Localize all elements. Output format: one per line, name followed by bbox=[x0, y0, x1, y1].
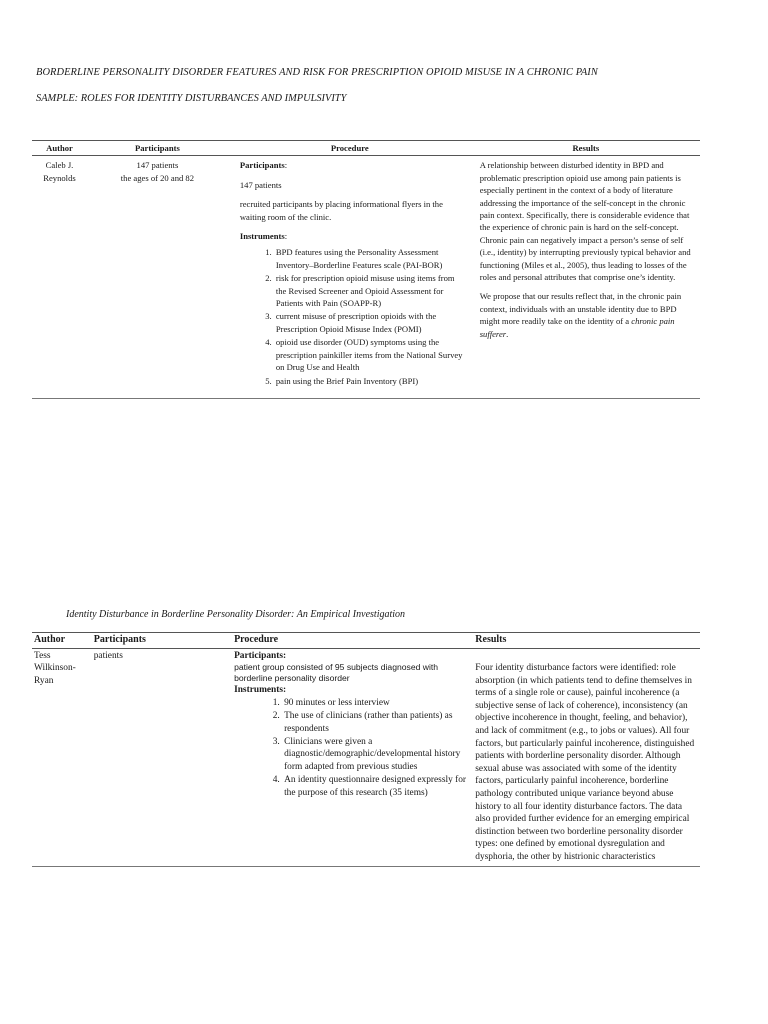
doc2-header-results: Results bbox=[473, 633, 700, 649]
doc1-header-results: Results bbox=[472, 141, 700, 156]
doc2-table-row bbox=[32, 649, 700, 867]
doc2-header-row bbox=[32, 633, 700, 649]
doc1-results-p2-italic: chronic pain sufferer bbox=[479, 316, 675, 339]
doc2-proc-participants-label: Participants: bbox=[234, 651, 287, 661]
doc2-instruments-list bbox=[234, 697, 471, 799]
doc1-results-paragraph-2 bbox=[480, 290, 698, 340]
doc2-header-author: Author bbox=[32, 633, 92, 649]
doc1-table bbox=[32, 140, 700, 399]
doc1-table-row bbox=[32, 156, 700, 399]
list-item: 2. risk for prescription opioid misuse using items from the Revised Screener and Opioid Assessment for Patients with Pain (SOAPP-R) bbox=[274, 272, 464, 309]
doc1-instruments-list bbox=[240, 246, 464, 386]
doc1-header-procedure: Procedure bbox=[228, 141, 472, 156]
doc2-proc-instruments-label: Instruments: bbox=[234, 685, 287, 696]
list-item: 3. Clinicians were given a diagnostic/demographic/developmental history form adapted from previous studies bbox=[282, 736, 471, 773]
doc2-header-procedure: Procedure bbox=[232, 633, 473, 649]
doc1-participants-cell bbox=[87, 156, 228, 399]
list-item: 1. BPD features using the Personality Assessment Inventory–Borderline Features scale (PAI-BOR) bbox=[274, 246, 464, 271]
doc1-proc-recruit: recruited participants by placing informational flyers in the waiting room of the clinic. bbox=[239, 199, 443, 222]
doc1-proc-participants-label: Participants bbox=[239, 160, 285, 171]
doc1-title-line1: BORDERLINE PERSONALITY DISORDER FEATURES AND RISK FOR PRESCRIPTION OPIOID MISUSE IN A CHRONIC PAIN bbox=[36, 67, 598, 78]
doc2-participants: patients bbox=[92, 649, 232, 867]
list-item: 5. pain using the Brief Pain Inventory (BPI) bbox=[274, 375, 464, 387]
doc1-title-line2: SAMPLE: ROLES FOR IDENTITY DISTURBANCES AND IMPULSIVITY bbox=[36, 93, 347, 104]
doc2-procedure-cell bbox=[232, 649, 473, 867]
doc1-results-p2-end: . bbox=[506, 328, 509, 339]
doc1-proc-instruments-label: Instruments bbox=[239, 231, 285, 242]
doc1-results-cell bbox=[472, 156, 700, 399]
list-item: 4. An identity questionnaire designed expressly for the purpose of this research (35 items) bbox=[282, 774, 471, 799]
list-item: 1. 90 minutes or less interview bbox=[282, 697, 471, 709]
doc1-procedure-cell: Participants: 147 patients recruited participants by placing informational flyers in the waiting room of the clinic. Instruments: 1. BPD features using the Personality Assessment Inventory–Borderline Features scale (PAI-BOR) 2. risk for prescription opioid misuse using items from the Revised Screener and Opioid Assessment for Patients with Pain (SOAPP-R) 3. current misuse of prescription opioids with the Prescription Opioid Misuse Index (POMI) 4. opioid use disorder (OUD) symptoms using the prescription painkiller items from the National Survey on Drug Use and Health 5. pain using the Brief Pain Inventory (BPI) bbox=[228, 156, 472, 399]
list-item: 2. The use of clinicians (rather than patients) as respondents bbox=[282, 710, 471, 735]
doc1-header-row bbox=[32, 141, 700, 156]
list-item: 3. current misuse of prescription opioids with the Prescription Opioid Misuse Index (POMI) bbox=[274, 310, 464, 335]
doc2-proc-participants-text: patient group consisted of 95 subjects diagnosed with borderline personality disorder bbox=[234, 662, 439, 684]
doc2-results-cell bbox=[473, 649, 700, 867]
doc1-author: Caleb J. Reynolds bbox=[32, 156, 87, 399]
doc1-participants-ages: the ages of 20 and 82 bbox=[120, 172, 195, 183]
doc1-results-paragraph-1: A relationship between disturbed identity in BPD and problematic prescription opioid use among pain patients is especially pertinent in the context of a body of literature addressing the importance of the self-concept in the chronic pain context. Specifically, there is considerable evidence that the experience of chronic pain is hard on the self-concept. Chronic pain can negatively impact a person’s sense of self (i.e., identity) by interrupting previously typical behavior and functioning (Miles et al., 2005), thus leading to losses of the roles and personal attributes that comprise one’s identity. bbox=[479, 160, 691, 283]
doc2-title: Identity Disturbance in Borderline Personality Disorder: An Empirical Investigation bbox=[66, 609, 406, 620]
doc2-author: Tess Wilkinson-Ryan bbox=[32, 649, 92, 867]
doc1-results-p2-text: We propose that our results reflect that, in the chronic pain context, individuals with an unstable identity due to BPD might more readily take on the identity of a bbox=[479, 291, 682, 327]
doc2-table bbox=[32, 632, 700, 867]
doc1-proc-participants-text: 147 patients bbox=[239, 179, 282, 190]
doc1-header-author: Author bbox=[32, 141, 87, 156]
doc2-header-participants: Participants bbox=[92, 633, 232, 649]
doc1-participants-count: 147 patients bbox=[136, 160, 179, 171]
doc1-header-participants: Participants bbox=[87, 141, 228, 156]
list-item: 4. opioid use disorder (OUD) symptoms using the prescription painkiller items from the National Survey on Drug Use and Health bbox=[274, 336, 464, 373]
doc2-results-text: Four identity disturbance factors were identified: role absorption (in which patients tend to define themselves in terms of a single role or cause), painful incoherence (a subjective sense of lack of coherence), inconsistency (an objective incoherence in thought, feeling, and behavior), and lack of commitment (e.g., to jobs or values). All four factors, but particularly painful incoherence, distinguished patients with borderline personality disorder. Although sexual abuse was associated with some of the identity factors, particularly painful incoherence, borderline pathology contributed unique variance beyond abuse history to all four identity disturbance factors. The data also provided further evidence for an emerging empirical distinction between two borderline personality disorder types: one defined by emotional dysregulation and dysphoria, the other by histrionic characteristics bbox=[475, 663, 695, 862]
